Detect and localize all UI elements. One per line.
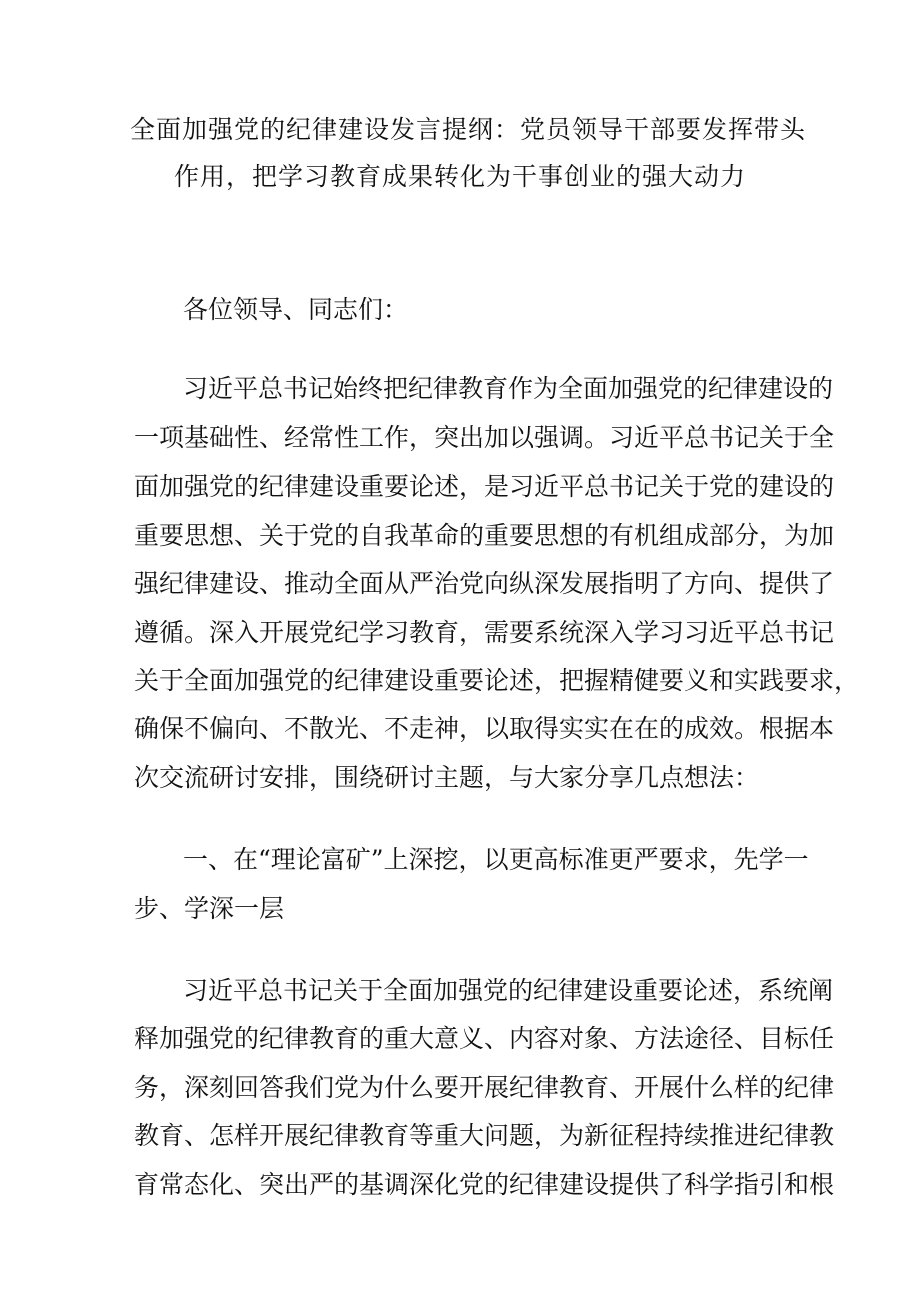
paragraph-1-line: 强纪律建设、推动全面从严治党向纵深发展指明了方向、提供了 bbox=[134, 569, 835, 598]
paragraph-1-line: 面加强党的纪律建设重要论述，是习近平总书记关于党的建设的 bbox=[134, 472, 835, 501]
section-heading-1-line: 一、在“理论富矿”上深挖，以更高标准更严要求，先学一 bbox=[183, 845, 809, 874]
section-heading-1-line: 步、学深一层 bbox=[134, 894, 285, 923]
paragraph-2-line: 习近平总书记关于全面加强党的纪律建设重要论述，系统阐 bbox=[183, 976, 834, 1005]
paragraph-2-line: 务，深刻回答我们党为什么要开展纪律教育、开展什么样的纪律 bbox=[134, 1073, 835, 1102]
paragraph-1-line: 次交流研讨安排，围绕研讨主题，与大家分享几点想法： bbox=[134, 763, 760, 792]
salutation: 各位领导、同志们： bbox=[183, 295, 409, 324]
paragraph-1-line: 确保不偏向、不散光、不走神，以取得实实在在的成效。根据本 bbox=[134, 714, 835, 743]
paragraph-1-line: 一项基础性、经常性工作，突出加以强调。习近平总书记关于全 bbox=[134, 423, 835, 452]
paragraph-1-line: 遵循。深入开展党纪学习教育，需要系统深入学习习近平总书记 bbox=[134, 618, 835, 647]
paragraph-2-line: 教育、怎样开展纪律教育等重大问题，为新征程持续推进纪律教 bbox=[134, 1121, 835, 1150]
paragraph-2-line: 育常态化、突出严的基调深化党的纪律建设提供了科学指引和根 bbox=[134, 1170, 835, 1199]
paragraph-1-line: 习近平总书记始终把纪律教育作为全面加强党的纪律建设的 bbox=[183, 374, 834, 403]
paragraph-2-line: 释加强党的纪律教育的重大意义、内容对象、方法途径、目标任 bbox=[134, 1024, 835, 1053]
document-title bbox=[130, 106, 807, 200]
title-line-2: 作用，把学习教育成果转化为干事创业的强大动力 bbox=[173, 162, 746, 191]
paragraph-1-line: 重要思想、关于党的自我革命的重要思想的有机组成部分，为加 bbox=[134, 521, 835, 550]
title-line-1: 全面加强党的纪律建设发言提纲：党员领导干部要发挥带头 bbox=[130, 115, 807, 144]
paragraph-1-line: 关于全面加强党的纪律建设重要论述，把握精健要义和实践要求， bbox=[134, 666, 860, 695]
